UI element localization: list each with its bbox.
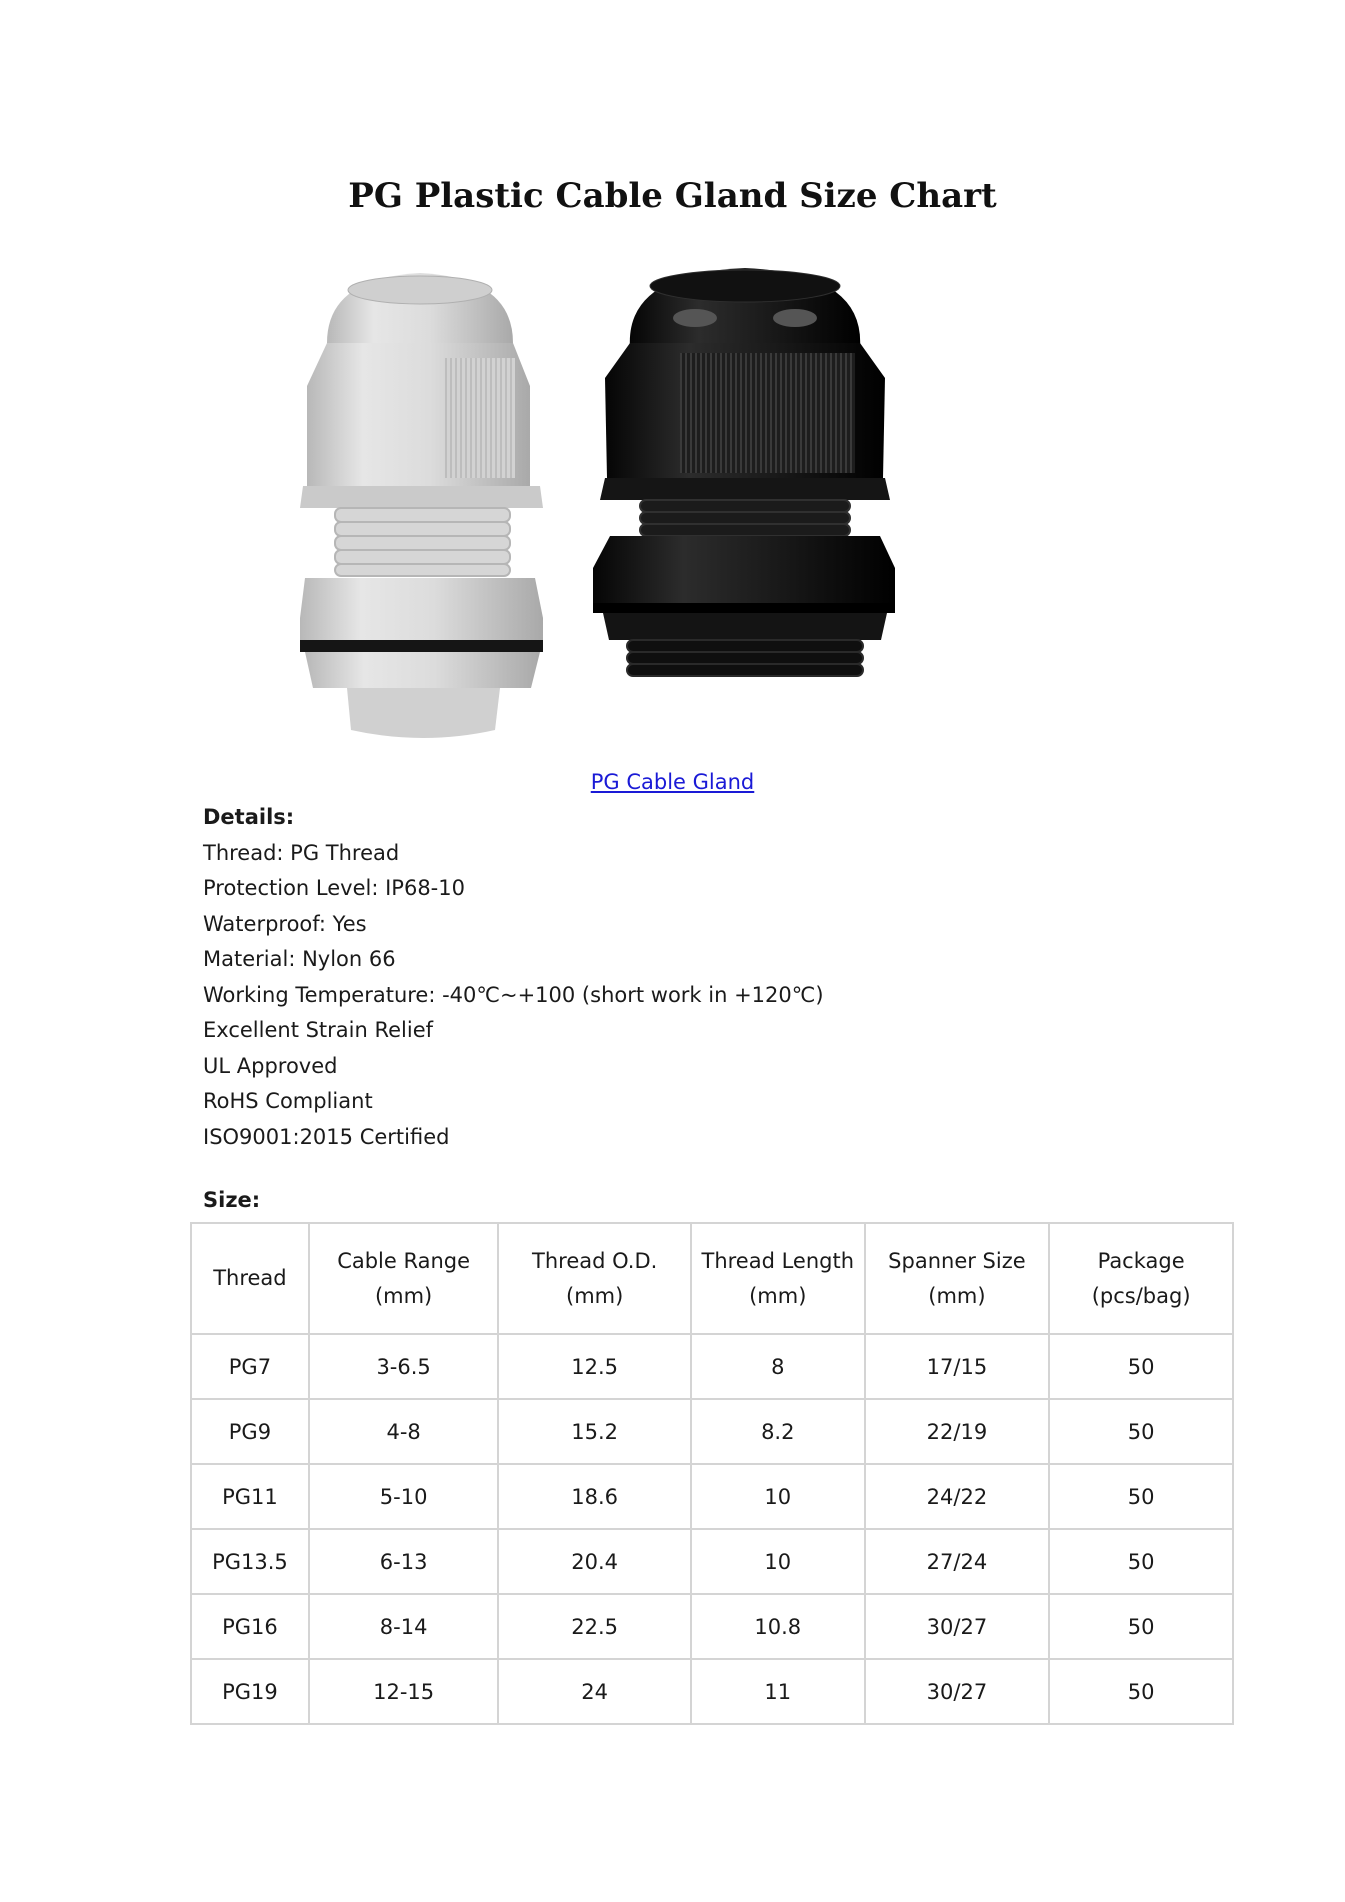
table-cell: 27/24 (865, 1529, 1050, 1594)
detail-line: RoHS Compliant (203, 1089, 373, 1113)
column-header: Cable Range (mm) (309, 1223, 499, 1334)
table-row (191, 1594, 1233, 1659)
table-cell: 5-10 (309, 1464, 499, 1529)
table-cell: 3-6.5 (309, 1334, 499, 1399)
black-gland-illustration (593, 268, 895, 676)
table-row (191, 1464, 1233, 1529)
table-row (191, 1334, 1233, 1399)
table-cell: 20.4 (498, 1529, 691, 1594)
detail-line: Waterproof: Yes (203, 911, 367, 936)
column-header: Spanner Size (mm) (865, 1223, 1050, 1334)
table-cell: 30/27 (865, 1594, 1050, 1659)
detail-line: Excellent Strain Relief (203, 1018, 434, 1042)
table-cell: 50 (1049, 1529, 1233, 1594)
detail-line: Material: Nylon 66 (203, 947, 396, 971)
detail-line: Protection Level: IP68-10 (203, 876, 465, 900)
table-cell: 10.8 (691, 1594, 865, 1659)
table-cell: 50 (1049, 1594, 1233, 1659)
table-cell: 50 (1049, 1399, 1233, 1464)
table-cell: PG11 (191, 1464, 309, 1529)
table-header-row (191, 1223, 1233, 1334)
table-cell: 8-14 (309, 1594, 499, 1659)
table-cell: 24 (498, 1659, 691, 1724)
table-cell: 11 (691, 1659, 865, 1724)
table-cell: 6-13 (309, 1529, 499, 1594)
table-row (191, 1659, 1233, 1724)
table-cell: 17/15 (865, 1334, 1050, 1399)
table-cell: PG7 (191, 1334, 309, 1399)
table-cell: 10 (691, 1464, 865, 1529)
column-header: Thread O.D. (mm) (498, 1223, 691, 1334)
cable-gland-photo (295, 268, 1055, 758)
table-cell: 8 (691, 1334, 865, 1399)
details-heading: Details: (203, 805, 295, 829)
table-cell: 15.2 (498, 1399, 691, 1464)
size-table (190, 1222, 1234, 1725)
detail-line: UL Approved (203, 1053, 338, 1078)
table-cell: 30/27 (865, 1659, 1050, 1724)
column-header: Thread Length (mm) (691, 1223, 865, 1334)
size-heading: Size: (203, 1188, 261, 1212)
table-cell: 22.5 (498, 1594, 691, 1659)
table-cell: 50 (1049, 1334, 1233, 1399)
page-title: PG Plastic Cable Gland Size Chart (348, 176, 997, 216)
detail-line: Working Temperature: -40℃~+100 (short work in +120℃) (203, 982, 824, 1007)
table-cell: PG9 (191, 1399, 309, 1464)
table-cell: PG13.5 (191, 1529, 309, 1594)
column-header: Thread (191, 1223, 309, 1334)
table-cell: 4-8 (309, 1399, 499, 1464)
table-cell: 50 (1049, 1464, 1233, 1529)
table-row (191, 1529, 1233, 1594)
image-caption-link[interactable]: PG Cable Gland (590, 770, 755, 794)
table-cell: 12-15 (309, 1659, 499, 1724)
table-cell: 24/22 (865, 1464, 1050, 1529)
table-cell: 12.5 (498, 1334, 691, 1399)
details-section (203, 800, 824, 1155)
table-cell: 50 (1049, 1659, 1233, 1724)
table-cell: 18.6 (498, 1464, 691, 1529)
column-header: Package (pcs/bag) (1049, 1223, 1233, 1334)
table-cell: PG19 (191, 1659, 309, 1724)
table-cell: 22/19 (865, 1399, 1050, 1464)
detail-line: ISO9001:2015 Certified (203, 1124, 450, 1149)
table-cell: PG16 (191, 1594, 309, 1659)
table-cell: 8.2 (691, 1399, 865, 1464)
detail-line: Thread: PG Thread (203, 840, 400, 865)
table-row (191, 1399, 1233, 1464)
grey-gland-illustration (300, 273, 543, 738)
table-cell: 10 (691, 1529, 865, 1594)
